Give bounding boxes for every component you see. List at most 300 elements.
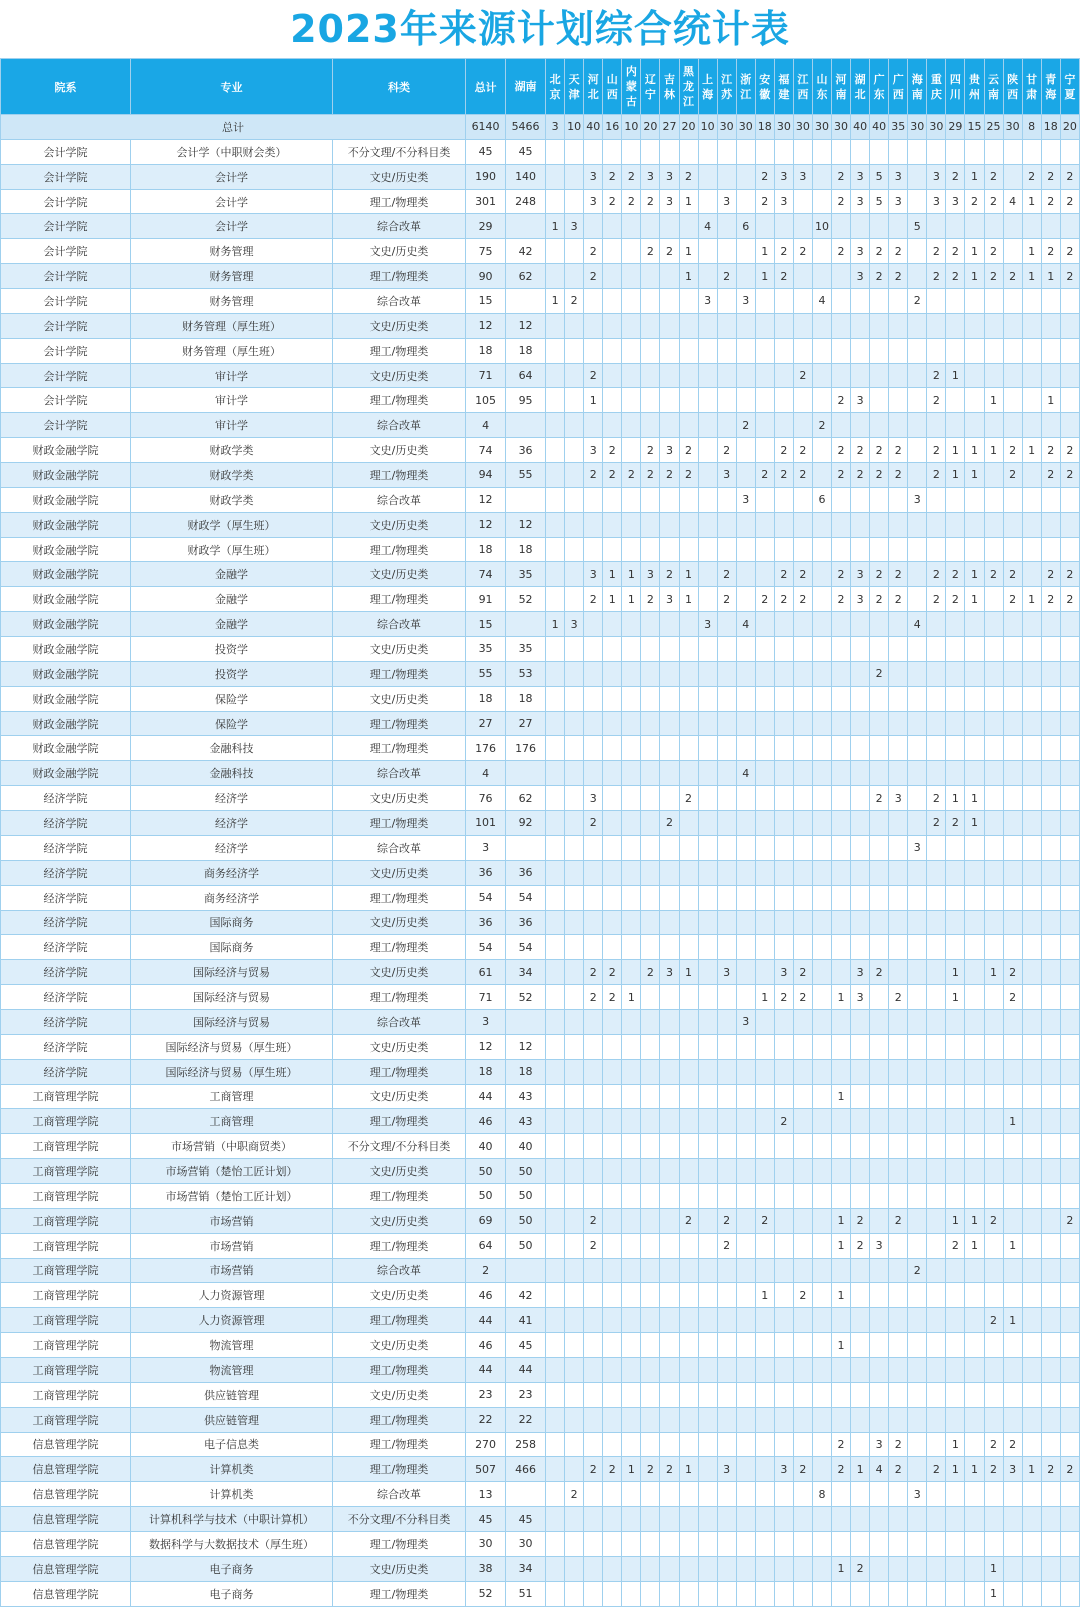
province-cell <box>1003 413 1022 438</box>
province-cell <box>870 811 889 836</box>
province-cell <box>755 1382 774 1407</box>
province-cell: 3 <box>851 264 870 289</box>
province-cell <box>984 1084 1003 1109</box>
province-cell <box>832 1009 851 1034</box>
province-cell <box>1022 711 1041 736</box>
province-cell <box>641 1084 660 1109</box>
province-cell <box>755 1482 774 1507</box>
major-cell: 财政学类 <box>131 487 333 512</box>
province-cell <box>812 960 831 985</box>
province-cell <box>1060 835 1079 860</box>
province-cell: 2 <box>793 587 812 612</box>
province-cell <box>1060 910 1079 935</box>
province-cell <box>660 289 679 314</box>
dept-cell: 会计学院 <box>1 239 131 264</box>
province-cell <box>1022 413 1041 438</box>
province-cell <box>812 463 831 488</box>
province-cell <box>1003 1482 1022 1507</box>
province-cell <box>832 1159 851 1184</box>
province-cell <box>984 313 1003 338</box>
province-cell <box>717 885 736 910</box>
dept-cell: 财政金融学院 <box>1 661 131 686</box>
province-cell: 3 <box>793 164 812 189</box>
province-cell <box>984 686 1003 711</box>
province-cell <box>755 537 774 562</box>
province-cell <box>908 1233 927 1258</box>
province-cell <box>698 562 717 587</box>
category-cell: 理工/物理类 <box>333 587 466 612</box>
province-cell <box>622 1009 641 1034</box>
province-cell <box>717 686 736 711</box>
province-cell <box>717 1507 736 1532</box>
category-cell: 文史/历史类 <box>333 1382 466 1407</box>
major-cell: 电子信息类 <box>131 1432 333 1457</box>
province-cell <box>698 1258 717 1283</box>
province-cell <box>927 1482 946 1507</box>
province-cell <box>603 1407 622 1432</box>
province-cell: 2 <box>584 1233 603 1258</box>
table-row <box>1 1507 1080 1532</box>
province-cell <box>641 1159 660 1184</box>
province-cell <box>1041 1556 1060 1581</box>
province-cell <box>946 860 965 885</box>
province-cell <box>679 1283 698 1308</box>
province-cell: 3 <box>851 985 870 1010</box>
province-cell <box>622 338 641 363</box>
province-cell <box>603 910 622 935</box>
province-cell <box>1060 612 1079 637</box>
province-cell <box>984 637 1003 662</box>
province-cell <box>736 736 755 761</box>
province-cell <box>889 1333 908 1358</box>
province-cell <box>698 1457 717 1482</box>
province-cell <box>908 463 927 488</box>
province-cell <box>832 711 851 736</box>
province-cell <box>717 736 736 761</box>
province-cell <box>946 1357 965 1382</box>
province-cell <box>1041 661 1060 686</box>
province-cell <box>832 289 851 314</box>
province-cell <box>965 637 984 662</box>
province-cell <box>946 338 965 363</box>
province-cell <box>908 1109 927 1134</box>
header-province: 湖北 <box>851 59 870 115</box>
major-cell: 财务管理 <box>131 264 333 289</box>
province-cell <box>755 1407 774 1432</box>
province-cell <box>812 910 831 935</box>
province-cell <box>641 1208 660 1233</box>
province-cell <box>565 960 584 985</box>
total-cell: 54 <box>466 935 506 960</box>
province-cell: 1 <box>946 960 965 985</box>
province-cell <box>679 711 698 736</box>
major-cell: 市场营销（中职商贸类） <box>131 1134 333 1159</box>
province-cell <box>679 1482 698 1507</box>
province-cell <box>641 885 660 910</box>
category-cell: 文史/历史类 <box>333 1556 466 1581</box>
province-cell <box>889 1556 908 1581</box>
province-cell <box>889 289 908 314</box>
major-cell: 国际经济与贸易 <box>131 960 333 985</box>
province-cell <box>641 1357 660 1382</box>
province-cell <box>870 289 889 314</box>
province-cell <box>1041 1581 1060 1606</box>
province-cell <box>698 786 717 811</box>
province-cell: 41 <box>506 1308 546 1333</box>
province-cell <box>1003 289 1022 314</box>
province-cell <box>908 587 927 612</box>
province-cell <box>908 1357 927 1382</box>
province-cell <box>1022 463 1041 488</box>
province-cell <box>736 910 755 935</box>
province-cell <box>870 1183 889 1208</box>
province-cell <box>698 189 717 214</box>
province-cell <box>870 338 889 363</box>
province-cell: 2 <box>1060 587 1079 612</box>
province-cell <box>965 1134 984 1159</box>
province-cell <box>565 587 584 612</box>
province-cell <box>755 1581 774 1606</box>
province-cell <box>622 860 641 885</box>
province-cell <box>603 214 622 239</box>
province-cell <box>908 139 927 164</box>
province-cell: 3 <box>584 189 603 214</box>
province-cell <box>679 1159 698 1184</box>
province-cell: 55 <box>506 463 546 488</box>
table-row <box>1 1556 1080 1581</box>
province-cell <box>755 214 774 239</box>
dept-cell: 财政金融学院 <box>1 761 131 786</box>
province-cell <box>660 1308 679 1333</box>
province-cell <box>660 910 679 935</box>
province-cell <box>984 1034 1003 1059</box>
province-cell <box>603 1034 622 1059</box>
province-cell <box>565 985 584 1010</box>
dept-cell: 经济学院 <box>1 1009 131 1034</box>
total-cell: 52 <box>466 1581 506 1606</box>
table-row <box>1 1233 1080 1258</box>
total-cell: 301 <box>466 189 506 214</box>
province-cell: 2 <box>1060 1208 1079 1233</box>
province-cell <box>870 139 889 164</box>
province-cell <box>603 388 622 413</box>
province-cell <box>584 1009 603 1034</box>
province-cell <box>641 1432 660 1457</box>
category-cell: 综合改革 <box>333 214 466 239</box>
province-cell: 42 <box>506 1283 546 1308</box>
province-cell <box>812 1084 831 1109</box>
province-cell <box>832 1109 851 1134</box>
province-cell <box>946 1109 965 1134</box>
province-cell <box>774 1308 793 1333</box>
major-cell: 数据科学与大数据技术（厚生班） <box>131 1531 333 1556</box>
province-cell <box>565 189 584 214</box>
category-cell: 理工/物理类 <box>333 1457 466 1482</box>
province-cell <box>908 562 927 587</box>
province-cell <box>660 487 679 512</box>
province-cell: 4 <box>698 214 717 239</box>
province-cell: 2 <box>870 438 889 463</box>
province-cell <box>717 811 736 836</box>
province-cell <box>1041 139 1060 164</box>
province-cell <box>870 761 889 786</box>
province-cell <box>755 935 774 960</box>
province-cell <box>622 935 641 960</box>
province-cell <box>736 661 755 686</box>
province-cell <box>679 338 698 363</box>
province-cell <box>622 835 641 860</box>
province-cell <box>546 1134 565 1159</box>
province-cell <box>755 686 774 711</box>
province-cell <box>832 139 851 164</box>
province-cell <box>832 363 851 388</box>
table-row <box>1 885 1080 910</box>
province-cell <box>984 1407 1003 1432</box>
province-cell <box>851 1432 870 1457</box>
dept-cell: 财政金融学院 <box>1 736 131 761</box>
province-cell: 3 <box>565 612 584 637</box>
province-cell <box>984 985 1003 1010</box>
province-cell: 1 <box>984 1581 1003 1606</box>
total-cell: 18 <box>466 1059 506 1084</box>
table-row <box>1 1357 1080 1382</box>
province-cell <box>584 736 603 761</box>
province-cell: 45 <box>506 1507 546 1532</box>
province-cell <box>812 885 831 910</box>
province-cell <box>870 612 889 637</box>
province-cell <box>984 1009 1003 1034</box>
province-cell <box>851 1407 870 1432</box>
province-cell <box>832 214 851 239</box>
total-province-cell: 40 <box>584 115 603 140</box>
province-cell: 12 <box>506 313 546 338</box>
table-row <box>1 835 1080 860</box>
province-cell <box>793 1084 812 1109</box>
major-cell: 国际经济与贸易（厚生班） <box>131 1034 333 1059</box>
province-cell: 1 <box>679 264 698 289</box>
total-cell: 36 <box>466 910 506 935</box>
province-cell <box>641 1581 660 1606</box>
province-cell: 2 <box>927 388 946 413</box>
province-cell <box>679 835 698 860</box>
table-row <box>1 264 1080 289</box>
province-cell <box>793 1009 812 1034</box>
province-cell <box>755 960 774 985</box>
table-row <box>1 786 1080 811</box>
province-cell <box>755 1357 774 1382</box>
province-cell: 2 <box>793 985 812 1010</box>
dept-cell: 财政金融学院 <box>1 612 131 637</box>
province-cell <box>603 661 622 686</box>
province-cell <box>660 388 679 413</box>
province-cell <box>774 1382 793 1407</box>
province-cell <box>565 363 584 388</box>
province-cell <box>851 1159 870 1184</box>
province-cell <box>736 139 755 164</box>
province-cell <box>1041 1134 1060 1159</box>
dept-cell: 经济学院 <box>1 935 131 960</box>
province-cell <box>793 761 812 786</box>
province-cell <box>1003 1183 1022 1208</box>
province-cell <box>660 1258 679 1283</box>
province-cell <box>965 1507 984 1532</box>
province-cell <box>927 413 946 438</box>
province-cell <box>565 761 584 786</box>
province-cell <box>793 736 812 761</box>
province-cell <box>565 1382 584 1407</box>
province-cell <box>965 487 984 512</box>
province-cell <box>603 1308 622 1333</box>
province-cell <box>1060 1134 1079 1159</box>
province-cell <box>717 537 736 562</box>
province-cell <box>546 637 565 662</box>
province-cell <box>984 487 1003 512</box>
province-cell: 2 <box>622 463 641 488</box>
category-cell: 理工/物理类 <box>333 1233 466 1258</box>
province-cell <box>851 786 870 811</box>
province-cell <box>698 1208 717 1233</box>
province-cell <box>660 1407 679 1432</box>
major-cell: 审计学 <box>131 388 333 413</box>
province-cell <box>736 1482 755 1507</box>
province-cell: 2 <box>946 587 965 612</box>
province-cell <box>584 289 603 314</box>
province-cell <box>506 612 546 637</box>
province-cell: 2 <box>1041 562 1060 587</box>
province-cell <box>1003 637 1022 662</box>
province-cell: 2 <box>870 661 889 686</box>
province-cell: 2 <box>717 1233 736 1258</box>
province-cell <box>641 1407 660 1432</box>
province-cell <box>984 1059 1003 1084</box>
province-cell <box>1003 1134 1022 1159</box>
province-cell: 2 <box>870 562 889 587</box>
province-cell <box>1060 1531 1079 1556</box>
province-cell <box>546 661 565 686</box>
province-cell <box>832 1357 851 1382</box>
total-province-cell: 16 <box>603 115 622 140</box>
header-province: 宁夏 <box>1060 59 1079 115</box>
header-province: 黑龙江 <box>679 59 698 115</box>
province-cell <box>584 1432 603 1457</box>
province-cell <box>1022 1159 1041 1184</box>
province-cell <box>546 1482 565 1507</box>
major-cell: 国际商务 <box>131 935 333 960</box>
province-cell <box>927 1507 946 1532</box>
province-cell <box>736 1134 755 1159</box>
province-cell <box>698 537 717 562</box>
province-cell <box>946 885 965 910</box>
province-cell: 3 <box>851 587 870 612</box>
province-cell <box>584 313 603 338</box>
province-cell: 2 <box>832 587 851 612</box>
province-cell <box>584 885 603 910</box>
province-cell <box>889 860 908 885</box>
province-cell <box>622 811 641 836</box>
major-cell: 供应链管理 <box>131 1407 333 1432</box>
province-cell <box>851 338 870 363</box>
province-cell: 2 <box>584 1208 603 1233</box>
province-cell: 2 <box>1022 164 1041 189</box>
province-cell <box>908 1407 927 1432</box>
province-cell: 1 <box>679 562 698 587</box>
province-cell <box>641 487 660 512</box>
province-cell <box>641 910 660 935</box>
province-cell <box>679 736 698 761</box>
total-province-cell: 30 <box>1003 115 1022 140</box>
province-cell <box>793 1059 812 1084</box>
province-cell: 2 <box>889 587 908 612</box>
province-cell <box>946 1333 965 1358</box>
province-cell <box>889 1059 908 1084</box>
province-cell <box>793 860 812 885</box>
province-cell <box>1041 860 1060 885</box>
province-cell <box>965 1283 984 1308</box>
province-cell <box>546 413 565 438</box>
province-cell <box>927 1407 946 1432</box>
province-cell: 2 <box>832 1432 851 1457</box>
category-cell: 综合改革 <box>333 761 466 786</box>
province-cell <box>622 1556 641 1581</box>
table-row <box>1 1034 1080 1059</box>
table-row <box>1 289 1080 314</box>
province-cell <box>774 537 793 562</box>
major-cell: 工商管理 <box>131 1109 333 1134</box>
province-cell <box>889 935 908 960</box>
province-cell <box>546 761 565 786</box>
province-cell <box>774 811 793 836</box>
province-cell <box>698 1034 717 1059</box>
province-cell <box>1022 1059 1041 1084</box>
province-cell <box>812 1134 831 1159</box>
province-cell <box>660 413 679 438</box>
province-cell: 2 <box>1060 189 1079 214</box>
province-cell <box>565 1283 584 1308</box>
province-cell <box>622 512 641 537</box>
province-cell <box>1003 363 1022 388</box>
province-cell <box>889 388 908 413</box>
province-cell <box>870 1109 889 1134</box>
province-cell <box>889 214 908 239</box>
province-cell <box>698 1059 717 1084</box>
province-cell: 3 <box>774 960 793 985</box>
province-cell <box>717 413 736 438</box>
province-cell <box>812 239 831 264</box>
province-cell: 1 <box>965 463 984 488</box>
province-cell <box>851 1109 870 1134</box>
province-cell: 2 <box>889 463 908 488</box>
province-cell <box>546 1159 565 1184</box>
province-cell <box>603 1283 622 1308</box>
province-cell <box>927 1034 946 1059</box>
province-cell: 2 <box>717 264 736 289</box>
table-row <box>1 388 1080 413</box>
province-cell <box>774 487 793 512</box>
province-cell: 40 <box>506 1134 546 1159</box>
province-cell <box>565 1457 584 1482</box>
total-province-cell: 10 <box>698 115 717 140</box>
province-cell <box>584 1034 603 1059</box>
province-cell <box>832 835 851 860</box>
province-cell <box>1041 487 1060 512</box>
province-cell <box>889 338 908 363</box>
province-cell <box>774 612 793 637</box>
province-cell <box>717 1159 736 1184</box>
province-cell <box>889 761 908 786</box>
province-cell: 1 <box>946 438 965 463</box>
province-cell <box>603 612 622 637</box>
total-cell: 15 <box>466 289 506 314</box>
